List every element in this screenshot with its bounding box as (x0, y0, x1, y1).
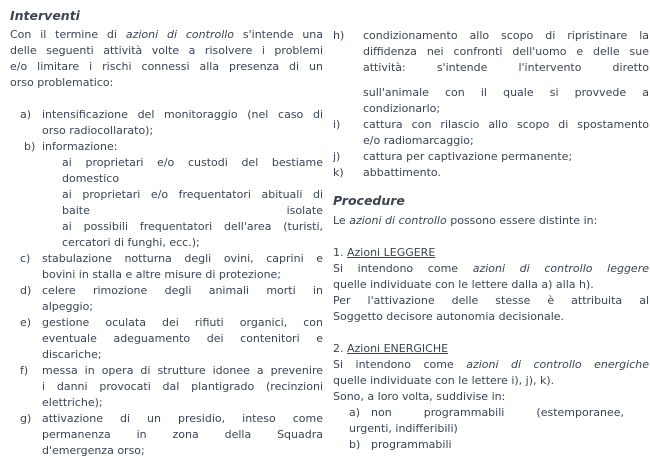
section-heading-interventi: Interventi (10, 8, 80, 23)
paragraph-line: cercatori di funghi, ecc.); (62, 236, 200, 249)
text-run: Le (333, 214, 350, 227)
italic-text-run: azioni di controllo energiche (466, 358, 649, 371)
paragraph-line: condizionamento allo scopo di ripristinare la (363, 29, 649, 42)
list-item-text (42, 107, 323, 139)
paragraph-line: gestione oculata dei rifiuti organici, con (42, 316, 323, 329)
paragraph-line: bovini in stalla e altre misure di protezione; (42, 268, 282, 281)
paragraph-line: quelle individuate con le lettere dalla a) alla h). (333, 278, 594, 291)
sub-list (62, 155, 323, 251)
paragraph-line: alpeggio; (42, 300, 94, 313)
list-marker: b) (24, 140, 36, 153)
list-marker: k) (333, 166, 344, 179)
paragraph-line: discariche; (42, 348, 102, 361)
list-item-text (363, 117, 649, 149)
list-marker: d) (20, 284, 32, 297)
nested-list-item-b (349, 437, 624, 453)
list-marker: i) (333, 118, 341, 131)
paragraph-line: condizionarlo; (363, 102, 441, 115)
list-item-text (42, 283, 323, 315)
list-marker: b) (349, 438, 361, 451)
list-marker: j) (333, 150, 341, 163)
text-run: Si intendono come (333, 358, 467, 371)
list-item-text (363, 28, 649, 117)
list-item-text (42, 315, 323, 363)
paragraph-line: eventuale adeguamento dei contenitori e (42, 332, 323, 345)
list-item-d (20, 283, 323, 315)
paragraph-line: Soggetto decisore autonomia decisionale. (333, 310, 565, 323)
list-item-text (363, 149, 649, 165)
list-number: 1. (333, 246, 347, 259)
text-run: s'intende una (234, 28, 323, 41)
lead-paragraph-line (333, 213, 649, 229)
paragraph-line: ai proprietari e/o custodi del bestiame (62, 156, 323, 169)
text-run: Con il termine di (10, 28, 126, 41)
list-item-text (42, 139, 323, 251)
paragraph-line: d'emergenza orso; (42, 444, 145, 457)
paragraph-line: informazione: (42, 140, 118, 153)
paragraph-line: non programmabili (estemporanee, (371, 406, 624, 419)
paragraph-line: messa in opera di strutture idonee a prevenire (42, 364, 323, 377)
list-item-text (42, 411, 323, 459)
paragraph-line: elettriche); (42, 396, 103, 409)
continuation-paragraph (363, 85, 649, 117)
intro-paragraph (10, 27, 323, 91)
subsection-azioni-energiche (333, 341, 649, 453)
list-number: 2. (333, 342, 347, 355)
nested-list (349, 405, 624, 453)
list-marker: h) (333, 29, 345, 42)
section-heading-procedure: Procedure (333, 193, 405, 208)
paragraph-line: Per l'attivazione delle stesse è attribuita al (333, 294, 649, 307)
italic-text-run: azioni di controllo (125, 28, 235, 41)
paragraph-line: intensificazione del monitoraggio (nel caso di (42, 108, 323, 121)
paragraph-line: attivazione di un presidio, inteso come (42, 412, 323, 425)
paragraph-line: cattura per captivazione permanente; (363, 150, 573, 163)
italic-text-run: azioni di controllo (349, 214, 447, 227)
subsection-azioni-leggere (333, 245, 649, 325)
paragraph-line: domestico (62, 172, 120, 185)
list-marker: f) (20, 364, 29, 377)
subsection-title-line (333, 245, 649, 261)
paragraph-line: ai possibili frequentatori dell'area (turisti, (62, 220, 323, 233)
text-run: possono essere distinte in: (446, 214, 598, 227)
list-marker: g) (20, 412, 32, 425)
underlined-title: Azioni LEGGERE (347, 246, 436, 259)
paragraph-line: ai proprietari e/o frequentatori abituali di (62, 188, 323, 201)
paragraph-line: quelle individuate con le lettere i), j), k). (333, 374, 555, 387)
paragraph-line: urgenti, indifferibili) (349, 422, 458, 435)
list-item-h (333, 28, 649, 117)
paragraph-line: programmabili (371, 438, 452, 451)
list-item-c (20, 251, 323, 283)
paragraph-line: delle seguenti attività volte a risolvere i problemi (10, 44, 323, 57)
paragraph-line: attività: s'intende l'intervento diretto (363, 61, 649, 74)
list-item-text (42, 363, 323, 411)
lettered-list (10, 107, 323, 459)
italic-text-run: azioni di controllo leggere (472, 262, 649, 275)
paragraph-line: i danni provocati dal plantigrado (recinzioni (42, 380, 323, 393)
text-run: Si intendono come (333, 262, 473, 275)
list-item-k (333, 165, 649, 181)
right-column (333, 8, 649, 461)
paragraph-line: Sono, a loro volta, suddivise in: (333, 390, 506, 403)
paragraph-line: sull'animale con il quale si provvede a (363, 86, 649, 99)
paragraph-line: diffidenza nei confronti dell'uomo e delle sue (363, 45, 649, 58)
nested-list-item-a (349, 405, 624, 421)
list-item-g (20, 411, 323, 459)
list-item-text (363, 165, 649, 181)
paragraph-line: e/o limitare i rischi connessi alla presenza di un (10, 60, 323, 73)
left-column (10, 8, 323, 461)
list-marker: a) (349, 406, 361, 419)
paragraph-line: e/o radiomarcaggio; (363, 134, 474, 147)
list-item-e (20, 315, 323, 363)
list-item-b (20, 139, 323, 251)
paragraph-line: celere rimozione degli animali morti in (42, 284, 323, 297)
list-item-text (42, 251, 323, 283)
paragraph-line: orso radiocollarato); (42, 124, 154, 137)
list-item-i (333, 117, 649, 149)
paragraph-line (10, 27, 323, 43)
paragraph-line: permanenza in zona della Squadra (42, 428, 323, 441)
list-marker: a) (20, 108, 32, 121)
paragraph-line: baite isolate (62, 204, 323, 217)
paragraph-line (333, 357, 649, 373)
list-item-a (20, 107, 323, 139)
list-item-f (20, 363, 323, 411)
paragraph-line: orso problematico: (10, 76, 114, 89)
paragraph-line (333, 261, 649, 277)
list-marker: e) (20, 316, 32, 329)
subsection-title-line (333, 341, 649, 357)
underlined-title: Azioni ENERGICHE (347, 342, 449, 355)
paragraph-line: stabulazione notturna degli ovini, caprini e (42, 252, 323, 265)
paragraph-line: cattura con rilascio allo scopo di spostamento (363, 118, 649, 131)
paragraph-line: abbattimento. (363, 166, 441, 179)
list-item-j (333, 149, 649, 165)
list-marker: c) (20, 252, 31, 265)
